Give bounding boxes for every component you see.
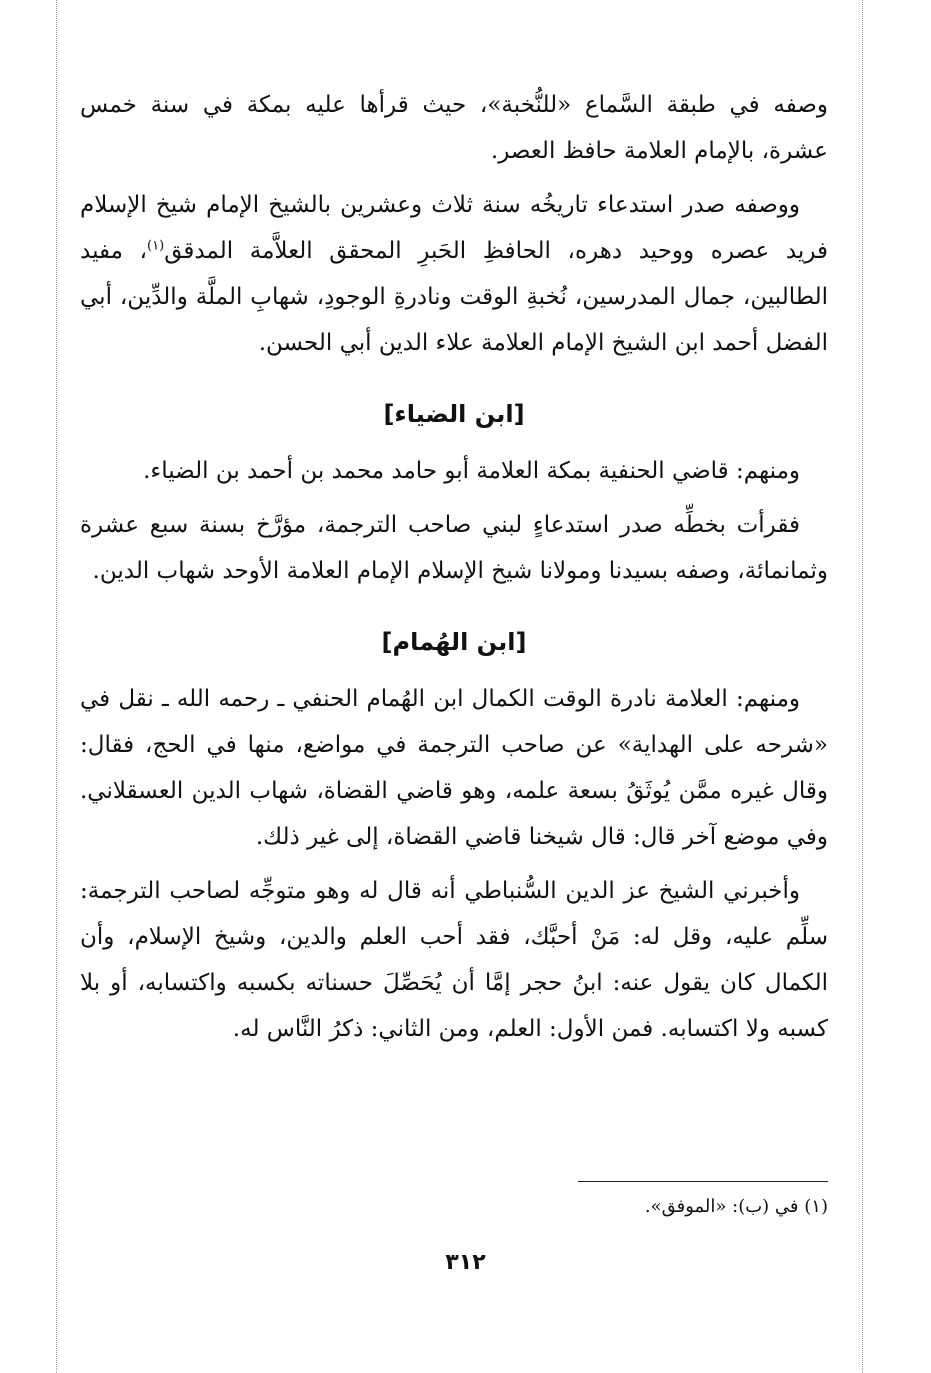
section-heading-ibn-al-humam: [ابن الهُمام] xyxy=(381,628,527,656)
paragraph-3: ومنهم: قاضي الحنفية بمكة العلامة أبو حامد محمد بن أحمد بن الضياء. xyxy=(143,458,800,484)
footnote-divider xyxy=(578,1181,828,1182)
footnote-marker[interactable]: (١) xyxy=(147,238,165,254)
paragraph-2-text-a: ووصفه صدر استدعاء تاريخُه سنة ثلاث وعشرين بالشيخ الإمام شيخ الإسلام فريد عصره ووحيد دهره، الحافظِ الحَبرِ المحقق العلاَّمة المدقق xyxy=(80,192,829,264)
footnote-text: في (ب): «الموفق». xyxy=(644,1196,799,1217)
paragraph-2-text-b: ، مفيد الطالبين، جمال المدرسين، نُخبةِ الوقت ونادرةِ الوجودِ، شهابِ الملَّة والدِّين، أبي الفضل أحمد ابن الشيخ الإمام العلامة علاء الدين أبي الحسن. xyxy=(80,238,828,356)
scan-margin-left xyxy=(56,0,57,1373)
page-number: ٣١٢ xyxy=(445,1250,486,1275)
scan-margin-right xyxy=(862,0,863,1373)
paragraph-5: ومنهم: العلامة نادرة الوقت الكمال ابن الهُمام الحنفي ـ رحمه الله ـ نقل في «شرحه على الهداية» عن صاحب الترجمة في مواضع، منها في الحج، فقال: وقال غيره ممَّن يُوثَقُ بسعة علمه، وهو قاضي القضاة، شهاب الدين العسقلاني. وفي موضع آخر قال: قال شيخنا قاضي القضاة، إلى غير ذلك. xyxy=(80,686,828,850)
page-body xyxy=(80,82,828,1060)
paragraph-1: وصفه في طبقة السَّماع «للنُّخبة»، حيث قرأها عليه بمكة في سنة خمس عشرة، بالإمام العلامة حافظ العصر. xyxy=(80,92,828,164)
paragraph-6: وأخبرني الشيخ عز الدين السُّنباطي أنه قال له وهو متوجِّه لصاحب الترجمة: سلِّم عليه، وقل له: مَنْ أحبَّك، فقد أحب العلم والدين، وشيخ الإسلام، وأن الكمال كان يقول عنه: ابنُ حجر إمَّا أن يُحَصِّلَ حسناته بكسبه واكتسابه، أو بلا كسبه ولا اكتسابه. فمن الأول: العلم، ومن الثاني: ذكرُ النَّاس له. xyxy=(80,878,828,1042)
footnote xyxy=(480,1192,828,1222)
paragraph-2 xyxy=(80,182,828,366)
section-heading-ibn-al-diya: [ابن الضياء] xyxy=(383,400,525,428)
footnote-number: (١) xyxy=(804,1196,828,1217)
paragraph-4: فقرأت بخطِّه صدر استدعاءٍ لبني صاحب الترجمة، مؤرَّخ بسنة سبع عشرة وثمانمائة، وصفه بسيدنا ومولانا شيخ الإسلام الإمام العلامة الأوحد شهاب الدين. xyxy=(80,512,828,584)
